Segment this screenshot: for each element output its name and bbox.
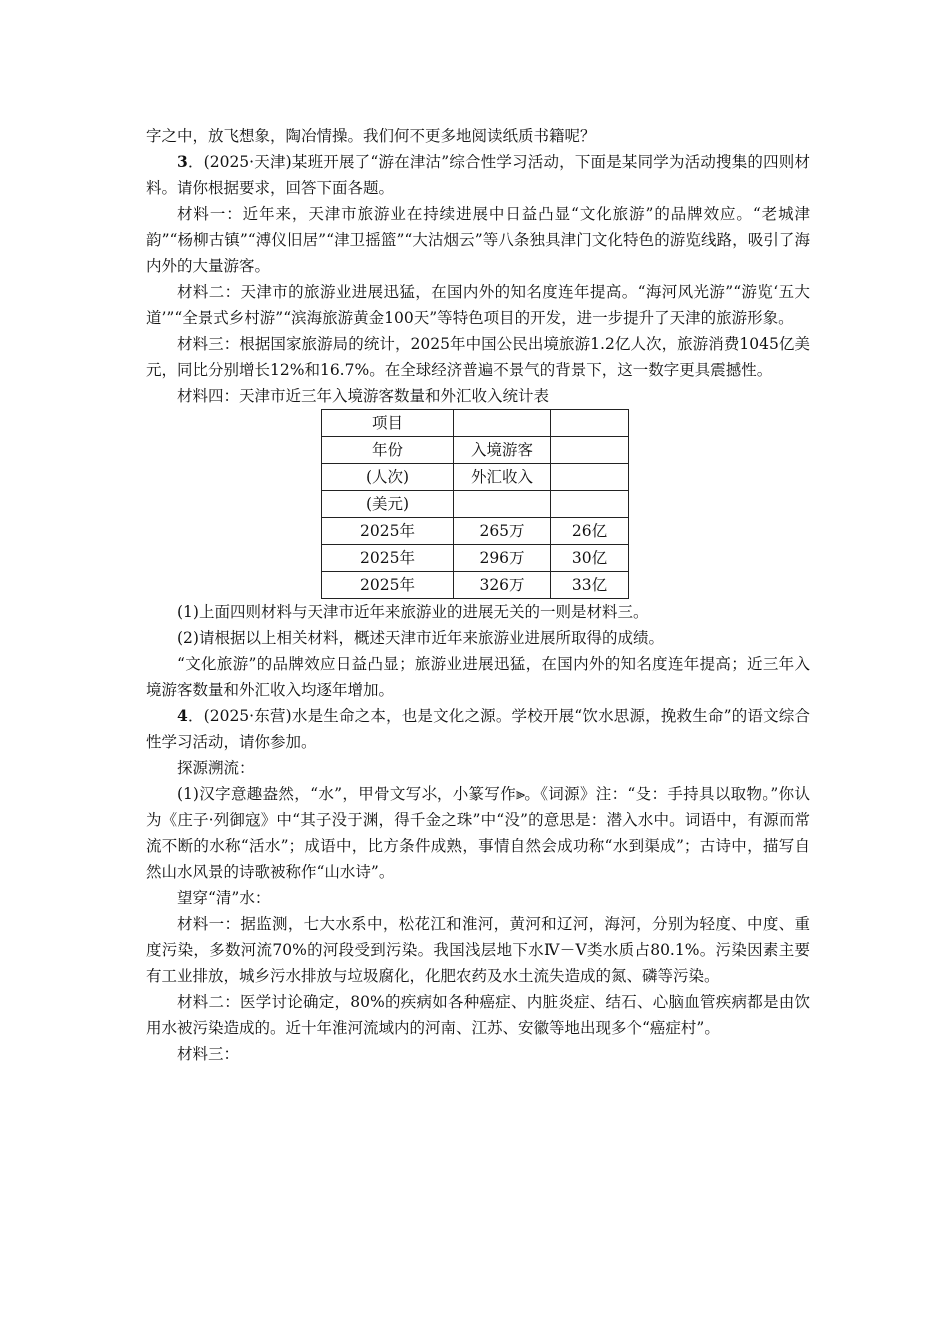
table-cell: 年份 [322,437,454,464]
table-cell [454,410,551,437]
answer-2-text: “文化旅游”的品牌效应日益凸显；旅游业进展迅猛，在国内外的知名度连年提高；近三年入境游客数量和外汇收入均逐年增加。 [146,655,810,699]
document-body [146,123,810,1067]
table-cell: 2025年 [322,518,454,545]
subquestion-1 [146,781,810,885]
table-cell [551,410,629,437]
subquestion-text-c: 。《词源》注：“殳：手持具以取物。”你认为《庄子·列御寇》中“其子没于渊，得千金之珠”中“没”的意思是：潜入水中。词语中，有源而常流不断的水称“活水”；成语中，比方条件成熟，事情自然会成功称“水到渠成”；古诗中，描写自然山水风景的诗歌被称作“山水诗”。 [146,785,810,881]
tourism-stats-table [321,409,629,599]
table-cell: 33亿 [551,572,629,599]
oracle-bone-water-glyph-icon: ⺢ [421,784,437,803]
seal-script-water-glyph-icon: ⫸ [516,784,525,803]
table-cell: 项目 [322,410,454,437]
table-row [322,437,629,464]
paragraph-continuation: 字之中，放飞想象，陶冶情操。我们何不更多地阅读纸质书籍呢？ [146,127,596,145]
question-4 [146,703,810,755]
subquestion-text-a: (1)汉字意趣盎然，“水”，甲骨文写 [177,785,422,803]
table-row [322,572,629,599]
answer-1: (1)上面四则材料与天津市近年来旅游业的进展无关的一则是材料三。 [177,603,649,621]
table-row [322,410,629,437]
water-material-2: 材料二：医学讨论确定，80%的疾病如各种癌症、内脏炎症、结石、心脑血管疾病都是由饮用水被污染造成的。近十年淮河流域内的河南、江苏、安徽等地出现多个“癌症村”。 [146,993,810,1037]
water-material-1: 材料一：据监测，七大水系中，松花江和淮河，黄河和辽河，海河，分别为轻度、中度、重度污染，多数河流70%的河段受到污染。我国浅层地下水Ⅳ－Ⅴ类水质占80.1%。污染因素主要有工业排放，城乡污水排放与垃圾腐化，化肥农药及水土流失造成的氮、磷等污染。 [146,915,810,985]
question-text: ．(2025·东营)水是生命之本，也是文化之源。学校开展“饮水思源，挽救生命”的语文综合性学习活动，请你参加。 [146,707,810,751]
material-1: 材料一：近年来，天津市旅游业在持续进展中日益凸显“文化旅游”的品牌效应。“老城津韵”“杨柳古镇”“溥仪旧居”“津卫摇篮”“大沽烟云”等八条独具津门文化特色的游览线路，吸引了海内外的大量游客。 [146,205,810,275]
table-cell: 26亿 [551,518,629,545]
table-cell: (人次) [322,464,454,491]
table-cell [551,491,629,518]
table-cell: 2025年 [322,572,454,599]
table-cell [551,464,629,491]
table-row [322,545,629,572]
table-row [322,518,629,545]
answer-2-prompt: (2)请根据以上相关材料，概述天津市近年来旅游业进展所取得的成绩。 [177,629,664,647]
table-cell: 296万 [454,545,551,572]
table-cell: (美元) [322,491,454,518]
table-cell: 265万 [454,518,551,545]
water-material-3: 材料三： [177,1045,240,1063]
table-cell: 外汇收入 [454,464,551,491]
material-3: 材料三：根据国家旅游局的统计，2025年中国公民出境旅游1.2亿人次，旅游消费1045亿美元，同比分别增长12%和16.7%。在全球经济普遍不景气的背景下，这一数字更具震撼性。 [146,335,810,379]
section-heading-water: 望穿“清”水： [177,889,271,907]
material-4-caption: 材料四：天津市近三年入境游客数量和外汇收入统计表 [177,387,550,405]
table-row [322,491,629,518]
question-text: ．(2025·天津)某班开展了“游在津沽”综合性学习活动，下面是某同学为活动搜集的四则材料。请你根据要求，回答下面各题。 [146,153,810,197]
table-cell: 326万 [454,572,551,599]
section-heading-source: 探源溯流： [177,759,255,777]
question-number: 4 [177,706,188,725]
table-cell: 入境游客 [454,437,551,464]
table-cell: 2025年 [322,545,454,572]
subquestion-text-b: ，小篆写作 [436,785,517,803]
question-3 [146,149,810,201]
table-cell: 30亿 [551,545,629,572]
table-cell [551,437,629,464]
table-cell [454,491,551,518]
question-number: 3 [177,152,188,171]
material-2: 材料二：天津市的旅游业进展迅猛，在国内外的知名度连年提高。“海河风光游”“游览‘五大道’”“全景式乡村游”“滨海旅游黄金100天”等特色项目的开发，进一步提升了天津的旅游形象。 [146,283,810,327]
table-row [322,464,629,491]
